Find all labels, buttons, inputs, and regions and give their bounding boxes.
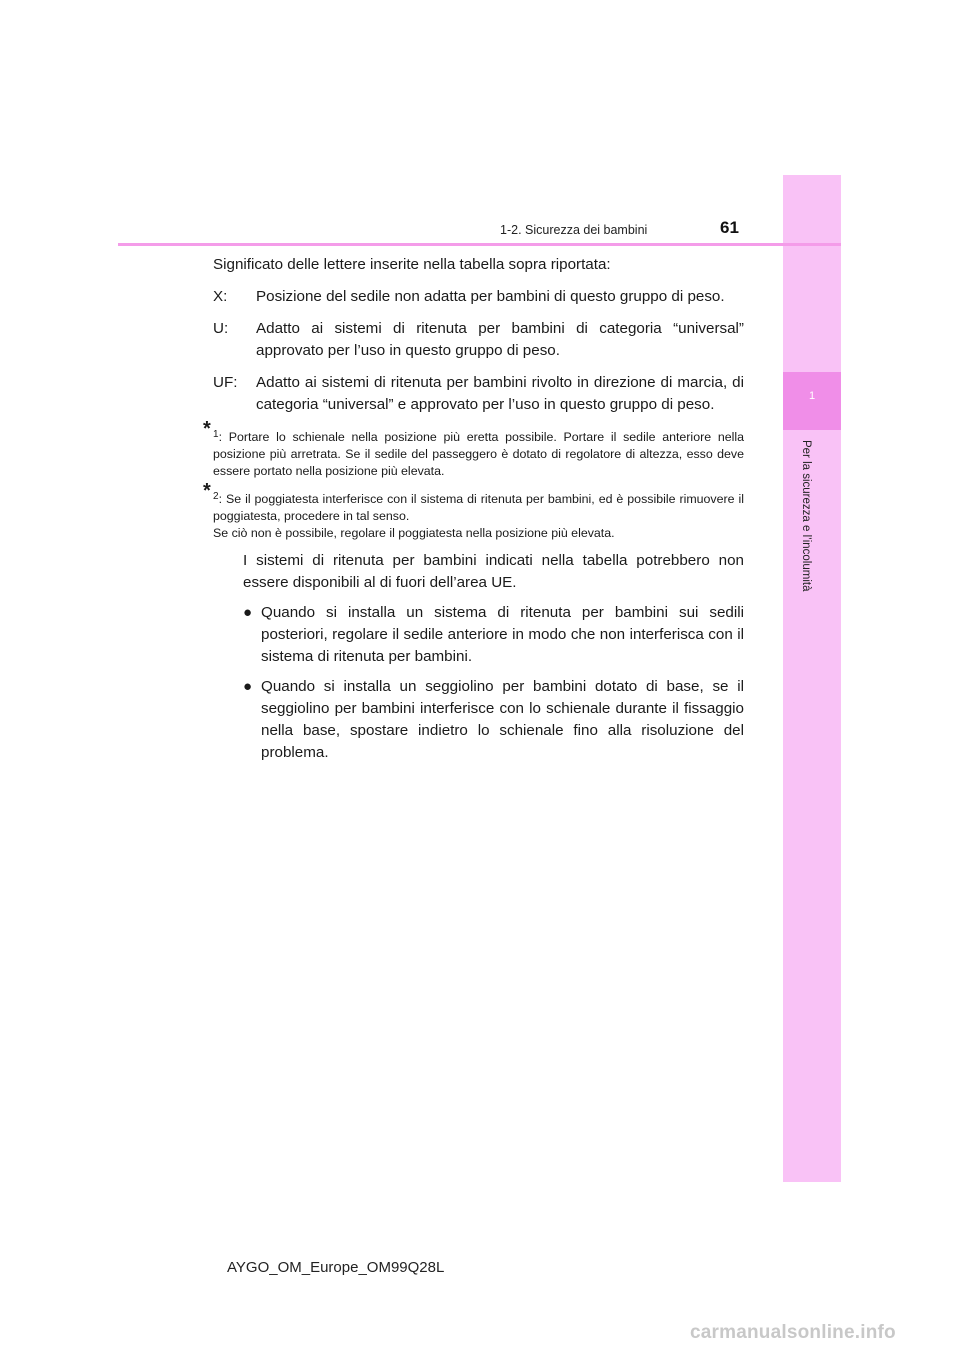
- document-code: AYGO_OM_Europe_OM99Q28L: [227, 1259, 445, 1276]
- footnote-text-continued: Se ciò non è possibile, regolare il poggiatesta nella posizione più elevata.: [213, 526, 615, 540]
- footnote-text: : Portare lo schienale nella posizione più eretta possibile. Portare il sedile anteriore nella posizione più arretrata. Se il sedile del passeggero è dotato di regolatore di altezza, esso deve essere portato nella posizione più elevata.: [213, 430, 744, 478]
- legend-text: Posizione del sedile non adatta per bambini di questo gruppo di peso.: [256, 288, 725, 305]
- header-divider: [118, 243, 841, 246]
- watermark: carmanualsonline.info: [690, 1322, 896, 1343]
- legend-item: [213, 286, 744, 308]
- footnote-text: : Se il poggiatesta interferisce con il sistema di ritenuta per bambini, ed è possibile rimuovere il poggiatesta, procedere in tal senso.: [213, 492, 744, 523]
- legend-key: X:: [213, 288, 228, 305]
- legend-key: U:: [213, 320, 229, 337]
- bullet-text: Quando si installa un sistema di ritenuta per bambini sui sedili posteriori, regolare il sedile anteriore in modo che non interferisca con il sistema di ritenuta per bambini.: [261, 604, 744, 665]
- footnote-asterisk: *: [203, 418, 211, 440]
- footnote-asterisk: *: [203, 480, 211, 502]
- chapter-sidebar: [783, 175, 841, 1182]
- legend-item: [213, 318, 744, 362]
- footnote-1: [203, 418, 744, 480]
- chapter-number: 1: [808, 390, 816, 402]
- footnote-number: 2: [213, 491, 219, 502]
- availability-section: [243, 550, 744, 764]
- page-number: 61: [720, 218, 739, 237]
- intro-text: Significato delle lettere inserite nella tabella sopra riportata:: [213, 256, 611, 273]
- footnote-number: 1: [213, 429, 219, 440]
- page-content: [203, 254, 744, 772]
- list-item: [243, 676, 744, 764]
- legend-text: Adatto ai sistemi di ritenuta per bambini di categoria “universal” approvato per l’uso in questo gruppo di peso.: [256, 320, 744, 359]
- legend-text: Adatto ai sistemi di ritenuta per bambini rivolto in direzione di marcia, di categoria “universal” e approvato per l’uso in questo gruppo di peso.: [256, 374, 744, 413]
- chapter-title: Per la sicurezza e l’incolumità: [800, 440, 812, 592]
- legend-key: UF:: [213, 374, 238, 391]
- footnote-2: [203, 480, 744, 542]
- legend-item: [213, 372, 744, 416]
- availability-text: I sistemi di ritenuta per bambini indicati nella tabella potrebbero non essere disponibili al di fuori dell’area UE.: [243, 552, 744, 591]
- bullet-icon: ●: [243, 678, 253, 695]
- section-title: 1-2. Sicurezza dei bambini: [500, 223, 648, 237]
- bullet-text: Quando si installa un seggiolino per bambini dotato di base, se il seggiolino per bambini interferisce con lo schienale durante il fissaggio nella base, spostare indietro lo schienale fino alla risoluzione del problema.: [261, 678, 744, 761]
- list-item: [243, 602, 744, 668]
- bullet-icon: ●: [243, 604, 253, 621]
